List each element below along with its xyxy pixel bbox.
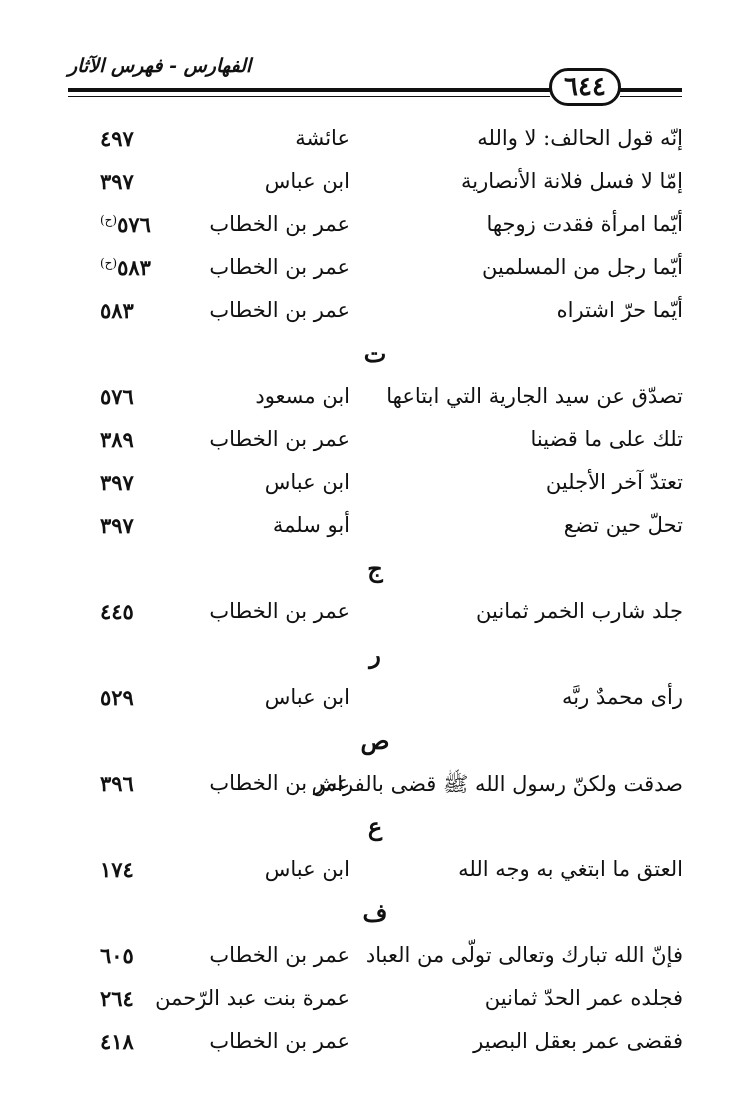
narrator: ابن عباس (264, 685, 350, 709)
athar-text: رأى محمدٌ ربَّه (562, 685, 683, 709)
index-list (0, 118, 750, 1064)
narrator: عمر بن الخطاب (209, 212, 350, 236)
index-row (0, 1021, 750, 1064)
narrator: عمر بن الخطاب (209, 1029, 350, 1053)
page-reference-number: ٣٩٦ (100, 771, 134, 796)
athar-text: فقضى عمر بعقل البصير (473, 1029, 683, 1053)
index-row (0, 978, 750, 1021)
page-reference-number: ٣٩٧ (100, 470, 134, 495)
athar-text: أيّما حرّ اشتراه (556, 298, 683, 322)
index-row (0, 462, 750, 505)
narrator: عمر بن الخطاب (209, 599, 350, 623)
athar-text: العتق ما ابتغي به وجه الله (458, 857, 683, 881)
section-letter-text: ت (363, 339, 387, 368)
page-reference (100, 943, 200, 968)
page-reference (100, 599, 200, 624)
page-reference (100, 255, 200, 280)
athar-text: تحلّ حين تضع (563, 513, 683, 537)
athar-text: تعتدّ آخر الأجلين (545, 470, 683, 494)
narrator: عمر بن الخطاب (209, 771, 350, 795)
page-reference (100, 384, 200, 409)
page-header (0, 0, 750, 112)
section-letter (0, 548, 750, 591)
athar-text: أيّما رجل من المسلمين (481, 255, 683, 279)
page-reference-number: ٤٤٥ (100, 599, 134, 624)
page-reference (100, 298, 200, 323)
index-row (0, 591, 750, 634)
page-reference (100, 1029, 200, 1054)
athar-text: صدقت ولكنّ رسول الله ﷺ قضى بالفراش (311, 772, 683, 796)
header-rule-thick-right (620, 88, 682, 92)
athar-text: إمّا لا فسل فلانة الأنصارية (460, 169, 683, 193)
header-rule-thin (68, 96, 550, 97)
page-reference-number: ٥٧٦ (100, 384, 134, 409)
athar-text: تلك على ما قضينا (530, 427, 683, 451)
section-letter (0, 634, 750, 677)
page-reference-number: ٥٧٦ (117, 212, 151, 237)
index-row (0, 763, 750, 806)
index-row (0, 290, 750, 333)
section-letter (0, 892, 750, 935)
narrator: عائشة (295, 126, 350, 150)
section-letter-text: ع (367, 812, 383, 841)
page-reference-number: ٣٩٧ (100, 169, 134, 194)
index-row (0, 118, 750, 161)
athar-text: جلد شارب الخمر ثمانين (476, 599, 683, 623)
index-row (0, 935, 750, 978)
page-reference-number: ٣٨٩ (100, 427, 134, 452)
section-letter-text: ص (360, 726, 390, 755)
page-reference-number: ٤١٨ (100, 1029, 134, 1054)
page-reference (100, 513, 200, 538)
index-row (0, 677, 750, 720)
footnote-mark: (ح) (100, 256, 118, 270)
athar-text: فجلده عمر الحدّ ثمانين (484, 986, 683, 1010)
section-letter-text: ف (362, 898, 388, 927)
index-row (0, 376, 750, 419)
page-reference-number: ٥٢٩ (100, 685, 134, 710)
page-reference (100, 986, 200, 1011)
page-reference-number: ٥٨٣ (100, 298, 134, 323)
running-title: الفهارس - فهرس الآثار (68, 55, 252, 77)
index-row (0, 247, 750, 290)
index-row (0, 849, 750, 892)
athar-text: أيّما امرأة فقدت زوجها (486, 212, 683, 236)
page-reference (100, 427, 200, 452)
page-reference (100, 169, 200, 194)
page-reference-number: ٣٩٧ (100, 513, 134, 538)
page-reference-number: ٦٠٥ (100, 943, 134, 968)
page-reference (100, 470, 200, 495)
header-rule-thin-right (620, 96, 682, 97)
narrator: عمر بن الخطاب (209, 943, 350, 967)
page-reference-number: ٥٨٣ (117, 255, 151, 280)
narrator: عمر بن الخطاب (209, 255, 350, 279)
narrator: ابن عباس (264, 857, 350, 881)
narrator: عمر بن الخطاب (209, 298, 350, 322)
narrator: أبو سلمة (272, 513, 350, 537)
page-reference-number: ٤٩٧ (100, 126, 134, 151)
index-row (0, 505, 750, 548)
athar-text: إنّه قول الحالف: لا والله (477, 126, 683, 150)
narrator: عمرة بنت عبد الرّحمن (155, 986, 350, 1010)
page-reference-number: ٢٦٤ (100, 986, 134, 1011)
section-letter (0, 806, 750, 849)
page-number: ٦٤٤ (549, 68, 621, 106)
athar-text: تصدّق عن سيد الجارية التي ابتاعها (386, 384, 683, 408)
index-row (0, 204, 750, 247)
page-reference (100, 685, 200, 710)
header-rule-thick (68, 88, 550, 92)
index-row (0, 419, 750, 462)
page-reference-number: ١٧٤ (100, 857, 134, 882)
page-reference (100, 212, 200, 237)
section-letter (0, 720, 750, 763)
page-reference (100, 771, 200, 796)
index-row (0, 161, 750, 204)
narrator: ابن عباس (264, 470, 350, 494)
page-reference (100, 857, 200, 882)
narrator: عمر بن الخطاب (209, 427, 350, 451)
footnote-mark: (ح) (100, 213, 118, 227)
page-reference (100, 126, 200, 151)
narrator: ابن عباس (264, 169, 350, 193)
section-letter-text: ج (367, 554, 383, 583)
section-letter (0, 333, 750, 376)
section-letter-text: ر (369, 640, 381, 669)
athar-text: فإنّ الله تبارك وتعالى تولّى من العباد (365, 943, 683, 967)
narrator: ابن مسعود (255, 384, 350, 408)
